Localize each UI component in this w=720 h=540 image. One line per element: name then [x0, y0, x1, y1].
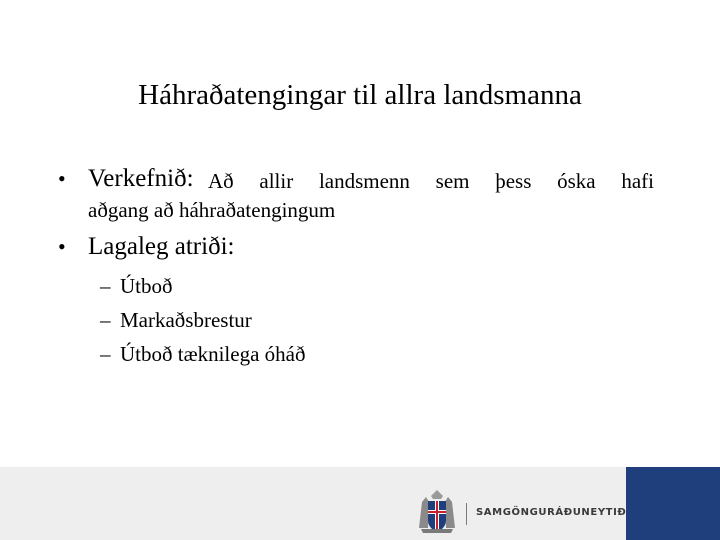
bullet-continuation-text: aðgang að háhraðatengingum — [88, 198, 336, 222]
sub-bullet-text: Markaðsbrestur — [120, 308, 252, 332]
sub-bullet-text: Útboð tæknilega óháð — [120, 342, 306, 366]
bullet-lead-text: Lagaleg atriði: — [88, 233, 235, 260]
bullet-body-text: Að allir landsmenn sem þess óska hafi — [208, 169, 654, 193]
footer-accent-block — [626, 467, 720, 540]
bullet-icon: • — [58, 234, 66, 259]
sub-bullet-text: Útboð — [120, 274, 173, 298]
dash-icon: – — [100, 308, 111, 332]
bullet-lead-text: Verkefnið: — [88, 165, 194, 192]
ministry-name: SAMGÖNGURÁÐUNEYTIÐ — [476, 507, 627, 518]
dash-icon: – — [100, 274, 111, 298]
bullet-icon: • — [58, 166, 66, 191]
dash-icon: – — [100, 342, 111, 366]
footer-band — [0, 467, 720, 540]
coat-of-arms-icon — [417, 488, 457, 534]
slide-title: Háhraðatengingar til allra landsmanna — [138, 79, 582, 111]
footer-divider — [466, 503, 467, 525]
